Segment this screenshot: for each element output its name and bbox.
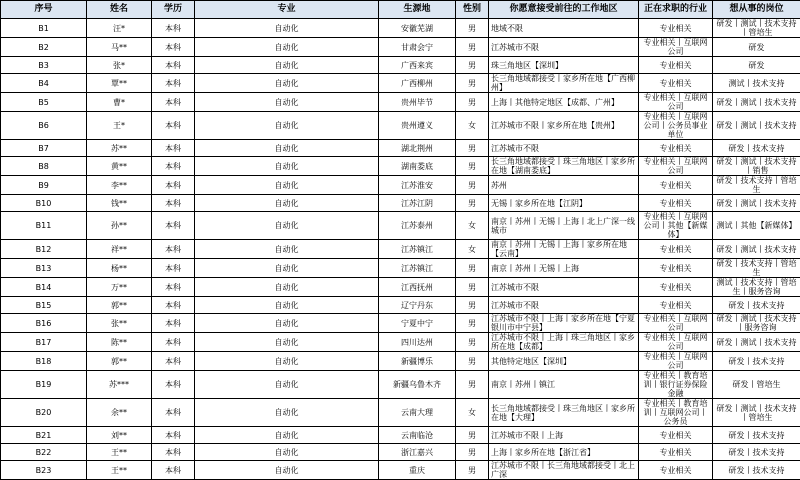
header-row	[1, 1, 800, 19]
cell-name: 苏***	[87, 371, 152, 399]
table-row	[1, 461, 800, 480]
cell-industry: 专业相关丨互联网公司丨公务员事业单位	[639, 112, 713, 140]
cell-work-region: 长三角地域都接受丨家乡所在地【广西柳州】	[489, 74, 639, 93]
cell-index: B2	[1, 38, 87, 57]
table-row	[1, 240, 800, 259]
cell-gender: 男	[456, 38, 489, 57]
cell-industry: 专业相关丨互联网公司	[639, 314, 713, 333]
cell-name: 张*	[87, 57, 152, 74]
cell-education: 本科	[152, 352, 195, 371]
cell-work-region: 苏州	[489, 176, 639, 195]
cell-major: 自动化	[195, 259, 379, 278]
cell-name: 余**	[87, 399, 152, 427]
cell-major: 自动化	[195, 212, 379, 240]
table-row	[1, 278, 800, 297]
cell-major: 自动化	[195, 240, 379, 259]
table-row	[1, 427, 800, 444]
table-row	[1, 112, 800, 140]
cell-major: 自动化	[195, 352, 379, 371]
cell-gender: 男	[456, 371, 489, 399]
cell-name: 马**	[87, 38, 152, 57]
cell-education: 本科	[152, 240, 195, 259]
cell-gender: 男	[456, 333, 489, 352]
cell-origin: 云南大理	[379, 399, 456, 427]
cell-origin: 江苏镇江	[379, 240, 456, 259]
cell-gender: 男	[456, 278, 489, 297]
cell-gender: 男	[456, 157, 489, 176]
cell-position: 研发丨测试丨技术支持丨管培生	[713, 399, 800, 427]
table-row	[1, 444, 800, 461]
cell-major: 自动化	[195, 195, 379, 212]
cell-education: 本科	[152, 444, 195, 461]
header-position: 想从事的岗位	[713, 1, 800, 19]
cell-name: 孙**	[87, 212, 152, 240]
header-index: 序号	[1, 1, 87, 19]
table-row	[1, 38, 800, 57]
cell-gender: 女	[456, 399, 489, 427]
cell-work-region: 江苏城市不限	[489, 38, 639, 57]
cell-index: B5	[1, 93, 87, 112]
table-row	[1, 176, 800, 195]
cell-name: 郭**	[87, 352, 152, 371]
cell-origin: 新疆博乐	[379, 352, 456, 371]
table-row	[1, 57, 800, 74]
table-row	[1, 352, 800, 371]
cell-position: 研发丨技术支持	[713, 461, 800, 480]
cell-education: 本科	[152, 74, 195, 93]
cell-major: 自动化	[195, 333, 379, 352]
cell-industry: 专业相关丨互联网公司	[639, 93, 713, 112]
table-row	[1, 314, 800, 333]
cell-industry: 专业相关丨互联网公司	[639, 38, 713, 57]
cell-name: 钱**	[87, 195, 152, 212]
cell-index: B8	[1, 157, 87, 176]
cell-education: 本科	[152, 57, 195, 74]
cell-education: 本科	[152, 140, 195, 157]
header-major: 专业	[195, 1, 379, 19]
cell-work-region: 江苏城市不限	[489, 297, 639, 314]
cell-gender: 男	[456, 93, 489, 112]
cell-origin: 湖北荆州	[379, 140, 456, 157]
table-row	[1, 19, 800, 38]
cell-work-region: 上海丨家乡所在地【浙江省】	[489, 444, 639, 461]
cell-name: 曹*	[87, 93, 152, 112]
cell-major: 自动化	[195, 19, 379, 38]
cell-position: 研发丨测试丨技术支持	[713, 93, 800, 112]
cell-origin: 江苏泰州	[379, 212, 456, 240]
cell-origin: 江苏镇江	[379, 259, 456, 278]
cell-name: 黄**	[87, 157, 152, 176]
cell-origin: 新疆乌鲁木齐	[379, 371, 456, 399]
cell-education: 本科	[152, 212, 195, 240]
cell-index: B11	[1, 212, 87, 240]
cell-industry: 专业相关	[639, 278, 713, 297]
cell-major: 自动化	[195, 38, 379, 57]
cell-education: 本科	[152, 93, 195, 112]
cell-gender: 男	[456, 19, 489, 38]
cell-origin: 贵州毕节	[379, 93, 456, 112]
cell-index: B22	[1, 444, 87, 461]
cell-education: 本科	[152, 157, 195, 176]
cell-gender: 男	[456, 259, 489, 278]
cell-name: 苏**	[87, 140, 152, 157]
cell-work-region: 无锡丨家乡所在地【江阴】	[489, 195, 639, 212]
cell-industry: 专业相关	[639, 259, 713, 278]
cell-industry: 专业相关	[639, 444, 713, 461]
cell-major: 自动化	[195, 444, 379, 461]
cell-origin: 四川达州	[379, 333, 456, 352]
table-row	[1, 399, 800, 427]
cell-industry: 专业相关	[639, 74, 713, 93]
cell-gender: 男	[456, 74, 489, 93]
cell-position: 研发丨测试丨技术支持丨服务咨询	[713, 314, 800, 333]
cell-education: 本科	[152, 333, 195, 352]
cell-name: 王**	[87, 444, 152, 461]
cell-name: 张**	[87, 314, 152, 333]
cell-gender: 女	[456, 240, 489, 259]
cell-index: B12	[1, 240, 87, 259]
cell-origin: 广西柳州	[379, 74, 456, 93]
cell-major: 自动化	[195, 314, 379, 333]
header-industry: 正在求职的行业	[639, 1, 713, 19]
cell-index: B7	[1, 140, 87, 157]
cell-gender: 男	[456, 461, 489, 480]
cell-name: 陈**	[87, 333, 152, 352]
cell-work-region: 南京丨苏州丨镇江	[489, 371, 639, 399]
cell-work-region: 长三角地域都接受丨珠三角地区丨家乡所在地【大理】	[489, 399, 639, 427]
cell-education: 本科	[152, 297, 195, 314]
cell-gender: 男	[456, 444, 489, 461]
cell-major: 自动化	[195, 176, 379, 195]
cell-origin: 江苏淮安	[379, 176, 456, 195]
cell-major: 自动化	[195, 297, 379, 314]
cell-major: 自动化	[195, 74, 379, 93]
header-name: 姓名	[87, 1, 152, 19]
cell-position: 测试丨技术支持丨管培生丨服务咨询	[713, 278, 800, 297]
cell-industry: 专业相关	[639, 297, 713, 314]
cell-industry: 专业相关	[639, 427, 713, 444]
cell-gender: 男	[456, 314, 489, 333]
cell-major: 自动化	[195, 371, 379, 399]
cell-position: 研发	[713, 57, 800, 74]
table-row	[1, 333, 800, 352]
cell-position: 研发丨技术支持	[713, 352, 800, 371]
cell-index: B17	[1, 333, 87, 352]
header-work-region: 你愿意接受前往的工作地区	[489, 1, 639, 19]
cell-index: B23	[1, 461, 87, 480]
cell-position: 研发丨技术支持	[713, 427, 800, 444]
cell-education: 本科	[152, 371, 195, 399]
cell-industry: 专业相关	[639, 140, 713, 157]
cell-industry: 专业相关	[639, 195, 713, 212]
cell-major: 自动化	[195, 399, 379, 427]
cell-index: B3	[1, 57, 87, 74]
cell-name: 汪*	[87, 19, 152, 38]
cell-position: 测试丨其他【新媒体】	[713, 212, 800, 240]
cell-position: 研发丨测试丨技术支持	[713, 333, 800, 352]
cell-work-region: 上海丨其他特定地区【成都、广州】	[489, 93, 639, 112]
cell-origin: 云南临沧	[379, 427, 456, 444]
cell-education: 本科	[152, 399, 195, 427]
table-row	[1, 195, 800, 212]
cell-position: 测试丨技术支持	[713, 74, 800, 93]
cell-name: 郭**	[87, 297, 152, 314]
cell-gender: 男	[456, 176, 489, 195]
cell-education: 本科	[152, 38, 195, 57]
cell-position: 研发丨技术支持丨管培生	[713, 259, 800, 278]
table-row	[1, 74, 800, 93]
cell-index: B21	[1, 427, 87, 444]
cell-origin: 辽宁丹东	[379, 297, 456, 314]
cell-index: B6	[1, 112, 87, 140]
cell-industry: 专业相关	[639, 57, 713, 74]
cell-work-region: 南京丨苏州丨无锡丨上海	[489, 259, 639, 278]
cell-origin: 广西来宾	[379, 57, 456, 74]
cell-work-region: 珠三角地区【深圳】	[489, 57, 639, 74]
cell-name: 王**	[87, 461, 152, 480]
cell-major: 自动化	[195, 278, 379, 297]
cell-position: 研发丨技术支持	[713, 297, 800, 314]
table-body	[1, 19, 800, 480]
cell-origin: 湖南娄底	[379, 157, 456, 176]
cell-work-region: 江苏城市不限丨上海	[489, 427, 639, 444]
cell-name: 杨**	[87, 259, 152, 278]
cell-position: 研发	[713, 38, 800, 57]
cell-gender: 男	[456, 195, 489, 212]
table-row	[1, 297, 800, 314]
table-row	[1, 140, 800, 157]
cell-name: 刘**	[87, 427, 152, 444]
cell-index: B15	[1, 297, 87, 314]
cell-work-region: 南京丨苏州丨无锡丨上海丨北上广深一线城市	[489, 212, 639, 240]
cell-name: 万**	[87, 278, 152, 297]
cell-origin: 甘肃会宁	[379, 38, 456, 57]
cell-index: B16	[1, 314, 87, 333]
cell-gender: 男	[456, 57, 489, 74]
cell-gender: 女	[456, 112, 489, 140]
table-row	[1, 157, 800, 176]
cell-industry: 专业相关	[639, 176, 713, 195]
cell-position: 研发丨测试丨技术支持丨管培生	[713, 19, 800, 38]
cell-major: 自动化	[195, 427, 379, 444]
cell-industry: 专业相关丨教育培训丨互联网公司丨公务员	[639, 399, 713, 427]
cell-index: B13	[1, 259, 87, 278]
cell-education: 本科	[152, 427, 195, 444]
cell-major: 自动化	[195, 57, 379, 74]
cell-origin: 贵州遵义	[379, 112, 456, 140]
cell-index: B19	[1, 371, 87, 399]
cell-gender: 男	[456, 297, 489, 314]
cell-industry: 专业相关丨互联网公司丨其他【新媒体】	[639, 212, 713, 240]
table-row	[1, 371, 800, 399]
table-row	[1, 259, 800, 278]
cell-name: 覃**	[87, 74, 152, 93]
cell-work-region: 南京丨苏州丨无锡丨上海丨家乡所在地【云南】	[489, 240, 639, 259]
cell-work-region: 江苏城市不限	[489, 140, 639, 157]
cell-industry: 专业相关丨互联网公司	[639, 157, 713, 176]
cell-major: 自动化	[195, 140, 379, 157]
cell-work-region: 江苏城市不限丨长三角地域都接受丨北上广深	[489, 461, 639, 480]
cell-position: 研发丨技术支持	[713, 444, 800, 461]
cell-position: 研发丨测试丨技术支持	[713, 195, 800, 212]
cell-position: 研发丨技术支持丨管培生	[713, 176, 800, 195]
cell-index: B20	[1, 399, 87, 427]
header-gender: 性别	[456, 1, 489, 19]
cell-index: B4	[1, 74, 87, 93]
cell-industry: 专业相关	[639, 19, 713, 38]
cell-work-region: 长三角地域都接受丨珠三角地区丨家乡所在地【湖南娄底】	[489, 157, 639, 176]
table-header	[1, 1, 800, 19]
cell-education: 本科	[152, 176, 195, 195]
cell-work-region: 江苏城市不限丨家乡所在地【贵州】	[489, 112, 639, 140]
cell-major: 自动化	[195, 93, 379, 112]
table-row	[1, 93, 800, 112]
cell-work-region: 地域不限	[489, 19, 639, 38]
cell-education: 本科	[152, 19, 195, 38]
cell-work-region: 其他特定地区【深圳】	[489, 352, 639, 371]
cell-origin: 浙江嘉兴	[379, 444, 456, 461]
cell-industry: 专业相关丨互联网公司	[639, 352, 713, 371]
cell-index: B10	[1, 195, 87, 212]
cell-gender: 男	[456, 427, 489, 444]
header-education: 学历	[152, 1, 195, 19]
cell-position: 研发丨管培生	[713, 371, 800, 399]
cell-education: 本科	[152, 314, 195, 333]
cell-gender: 男	[456, 140, 489, 157]
cell-origin: 安徽芜湖	[379, 19, 456, 38]
cell-index: B18	[1, 352, 87, 371]
cell-index: B9	[1, 176, 87, 195]
cell-industry: 专业相关丨互联网公司	[639, 333, 713, 352]
cell-major: 自动化	[195, 112, 379, 140]
cell-origin: 江苏江阴	[379, 195, 456, 212]
cell-index: B1	[1, 19, 87, 38]
cell-gender: 女	[456, 212, 489, 240]
cell-work-region: 江苏城市不限	[489, 278, 639, 297]
cell-education: 本科	[152, 112, 195, 140]
table-row	[1, 212, 800, 240]
cell-origin: 宁夏中宁	[379, 314, 456, 333]
cell-industry: 专业相关丨教育培训丨银行证券保险金融	[639, 371, 713, 399]
cell-name: 王*	[87, 112, 152, 140]
cell-name: 祥**	[87, 240, 152, 259]
cell-position: 研发丨测试丨技术支持	[713, 240, 800, 259]
cell-name: 李**	[87, 176, 152, 195]
cell-origin: 重庆	[379, 461, 456, 480]
cell-major: 自动化	[195, 461, 379, 480]
cell-major: 自动化	[195, 157, 379, 176]
cell-position: 研发丨测试丨技术支持丨销售	[713, 157, 800, 176]
cell-index: B14	[1, 278, 87, 297]
cell-origin: 江西抚州	[379, 278, 456, 297]
cell-education: 本科	[152, 195, 195, 212]
header-origin: 生源地	[379, 1, 456, 19]
cell-gender: 男	[456, 352, 489, 371]
cell-work-region: 江苏城市不限丨上海丨家乡所在地【宁夏银川市中宁县】	[489, 314, 639, 333]
cell-position: 研发丨测试丨技术支持	[713, 112, 800, 140]
cell-position: 研发丨技术支持	[713, 140, 800, 157]
cell-work-region: 江苏城市不限丨上海丨珠三角地区丨家乡所在地【成都】	[489, 333, 639, 352]
cell-education: 本科	[152, 461, 195, 480]
cell-industry: 专业相关	[639, 240, 713, 259]
cell-industry: 专业相关	[639, 461, 713, 480]
cell-education: 本科	[152, 278, 195, 297]
cell-education: 本科	[152, 259, 195, 278]
